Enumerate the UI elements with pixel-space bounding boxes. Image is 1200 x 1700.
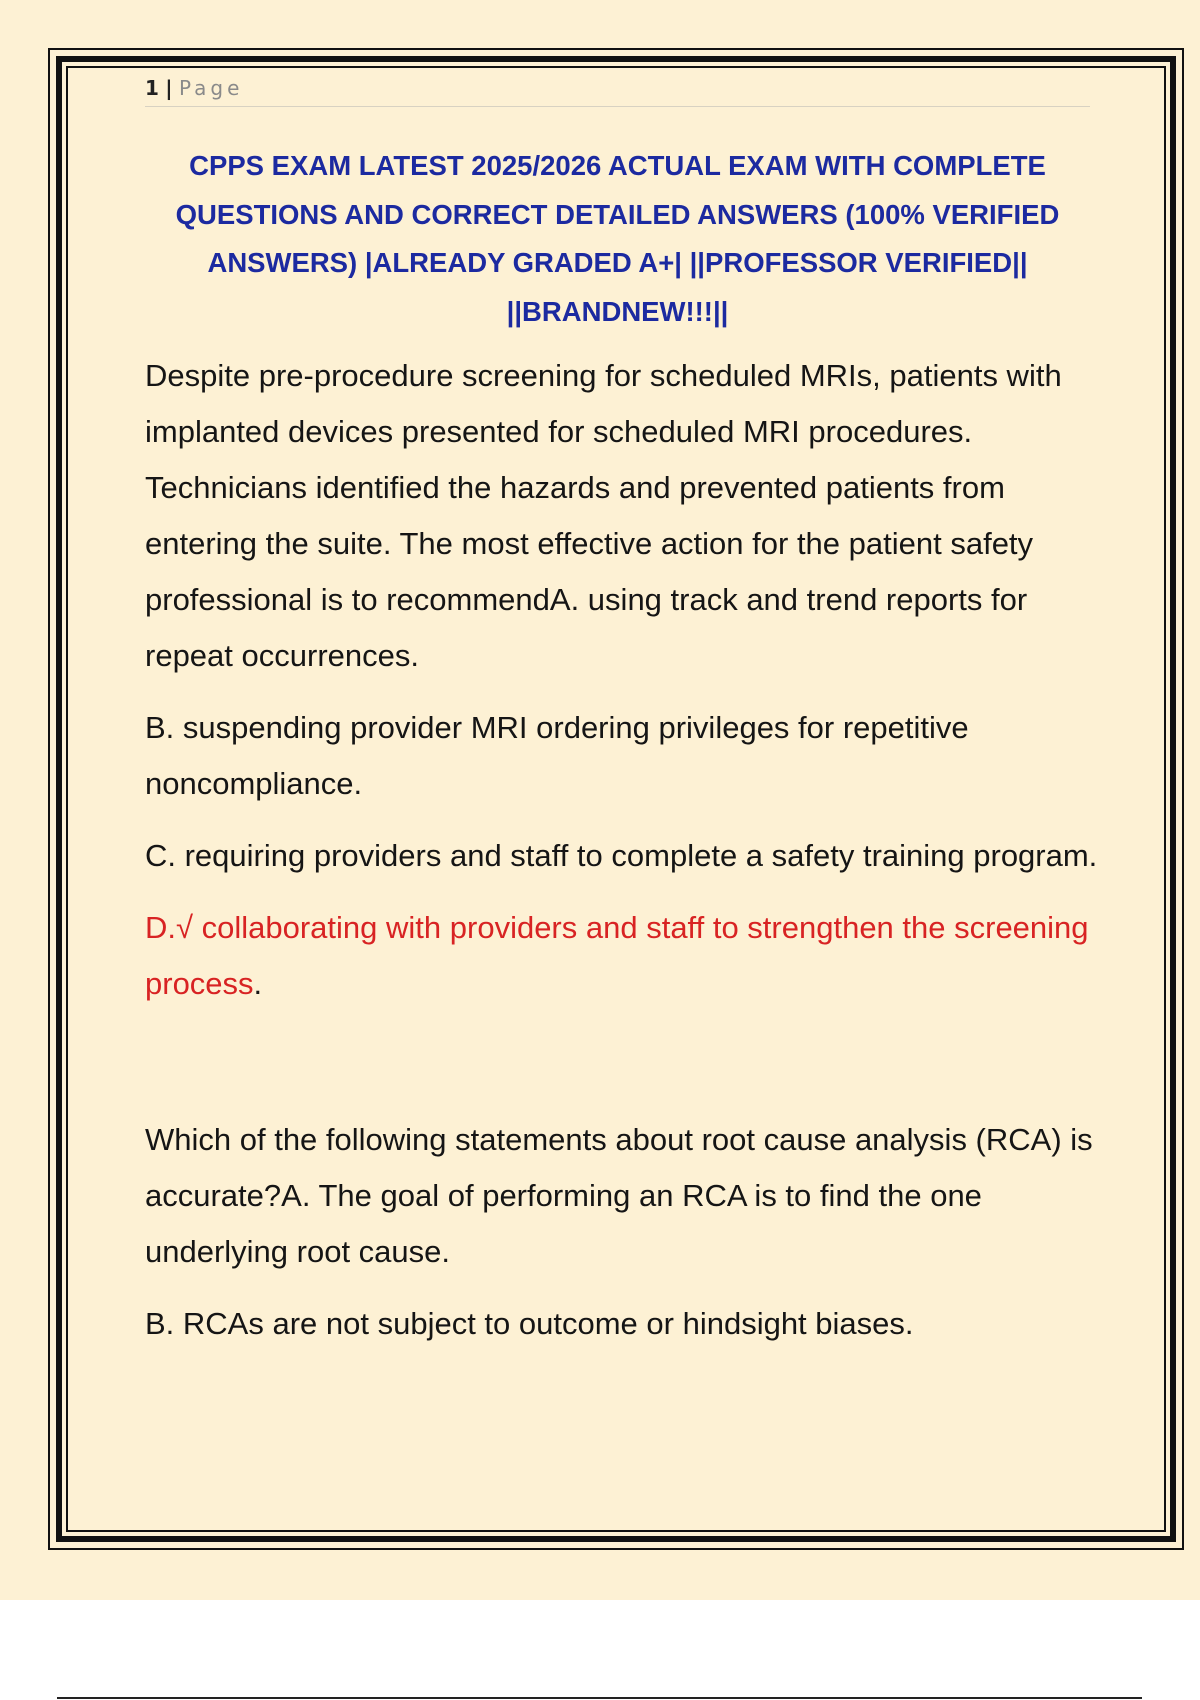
question-1-option-b: B. suspending provider MRI ordering privileges for repetitive noncompliance. bbox=[145, 710, 969, 801]
footer-divider bbox=[57, 1697, 1142, 1699]
page-number: 1 bbox=[145, 76, 159, 100]
page-label: Page bbox=[178, 76, 244, 100]
question-2-option-b: B. RCAs are not subject to outcome or hindsight biases. bbox=[145, 1306, 914, 1341]
question-1-option-d-period: . bbox=[253, 966, 263, 1001]
page-header bbox=[145, 76, 1090, 107]
document-body bbox=[145, 348, 1100, 1368]
question-1-stem: Despite pre-procedure screening for scheduled MRIs, patients with implanted devices presented for scheduled MRI procedures. Technicians identified the hazards and prevented patients from entering the suite. The most effective action for the patient safety professional is to recommendA. using track and trend reports for repeat occurrences. bbox=[145, 358, 1062, 673]
page-separator: | bbox=[165, 76, 173, 100]
question-1-option-d: D.√ collaborating with providers and staff to strengthen the screening process bbox=[145, 910, 1089, 1001]
document-title: CPPS EXAM LATEST 2025/2026 ACTUAL EXAM WITH COMPLETE QUESTIONS AND CORRECT DETAILED ANSWERS (100% VERIFIED ANSWERS) |ALREADY GRADED A+| ||PROFESSOR VERIFIED|| ||BRANDNEW!!!|| bbox=[175, 150, 1060, 327]
question-2-stem: Which of the following statements about root cause analysis (RCA) is accurate?A. The goal of performing an RCA is to find the one underlying root cause. bbox=[145, 1122, 1093, 1269]
question-1-option-c: C. requiring providers and staff to complete a safety training program. bbox=[145, 838, 1098, 873]
question-1-correct-answer bbox=[145, 900, 1100, 1012]
